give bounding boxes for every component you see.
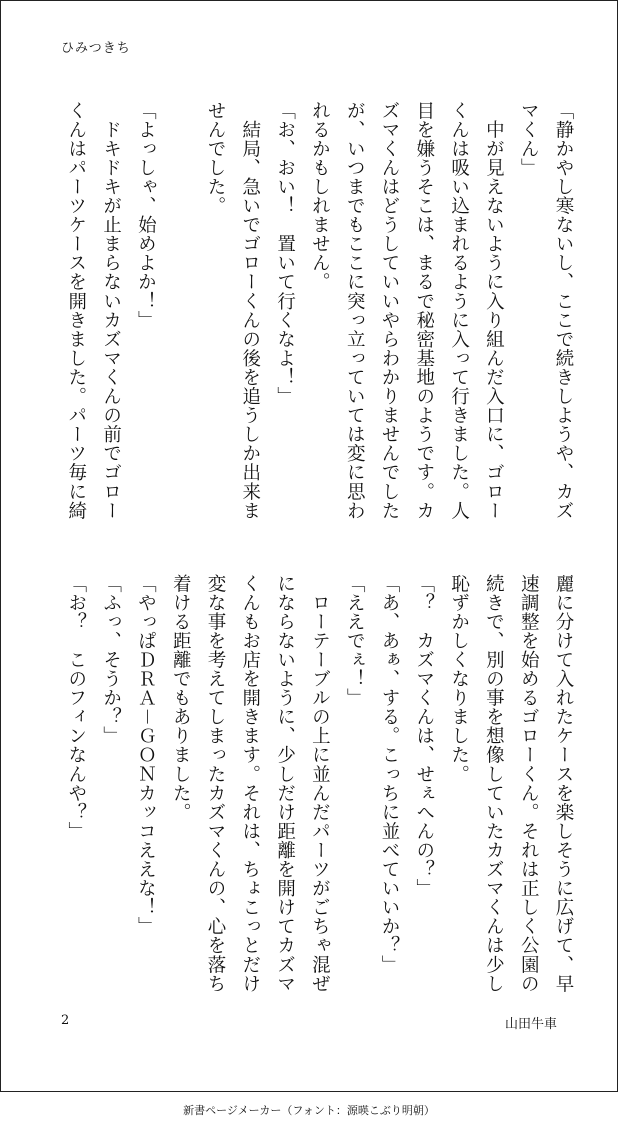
top-text-line: くんは吸い込まれるように入って行きました。人 xyxy=(448,101,470,521)
author-name: 山田牛車 xyxy=(504,1017,557,1032)
bottom-text-line: 恥ずかしくなりました。 xyxy=(448,574,470,784)
bottom-text-line: 「？ カズマくんは、せぇへんの？」 xyxy=(413,574,435,898)
bottom-text-line: 着ける距離でもありました。 xyxy=(170,574,192,822)
bottom-text-line: ローテーブルの上に並んだパーツがごちゃ混ぜ xyxy=(309,574,331,994)
top-text-line: れるかもしれません。 xyxy=(309,101,331,292)
top-text-line: 結局、急いでゴローくんの後を追うしか出来ま xyxy=(239,101,261,521)
bottom-text-line: にならないように、少しだけ距離を開けてカズマ xyxy=(274,574,296,994)
top-text-line: 「お、おい！ 置いて行くなよ！」 xyxy=(274,101,296,406)
bottom-text-line: 速調整を始めるゴローくん。それは正しく公園の xyxy=(518,574,540,994)
top-text-line: 「よっしゃ、始めよか！」 xyxy=(135,101,157,330)
top-text-line: が、いつまでもここに突っ立っていては変に思わ xyxy=(344,101,366,521)
bottom-text-line: 「やっぱＤＲＡ－ＧＯＮカッコええな！」 xyxy=(135,574,157,936)
top-text-line: 目を嫌うそこは、まるで秘密基地のようです。カ xyxy=(413,101,435,521)
bottom-text-line: くんもお店を開きます。それは、ちょこっとだけ xyxy=(239,574,261,994)
top-text-line: ズマくんはどうしていいやらわかりませんでした xyxy=(379,101,400,521)
top-text-line: 中が見えないように入り組んだ入口に、ゴロー xyxy=(483,101,505,521)
page-number: 2 xyxy=(61,1013,70,1028)
bottom-text-line: 変な事を考えてしまったカズマくんの、心を落ち xyxy=(205,574,226,994)
bottom-text-line: 「お？ このフィンなんや？」 xyxy=(65,574,87,841)
running-header-title: ひみつきち xyxy=(61,41,131,56)
top-text-line: ドキドキが止まらないカズマくんの前でゴロー xyxy=(100,101,122,521)
bottom-text-line: 麗に分けて入れたケースを楽しそうに広げて、早 xyxy=(553,574,574,994)
bottom-text-line: 「あ、あぁ、する。こっちに並べていいか？」 xyxy=(379,574,400,975)
bottom-text-line: 続きで、別の事を想像していたカズマくんは少し xyxy=(483,574,505,994)
top-text-line: 「静かやし寒ないし、ここで続きしようや、カズ xyxy=(553,101,574,521)
bottom-text-line: 「ええでぇ！」 xyxy=(344,574,366,708)
footer-caption: 新書ページメーカー（フォント：源暎こぶり明朝） xyxy=(183,1104,435,1117)
bottom-text-line: 「ふっ、そうか？」 xyxy=(100,574,122,746)
top-text-line: せんでした。 xyxy=(205,101,226,216)
top-text-line: マくん」 xyxy=(518,101,540,178)
top-text-line: くんはパーツケースを開きました。パーツ毎に綺 xyxy=(65,101,87,521)
